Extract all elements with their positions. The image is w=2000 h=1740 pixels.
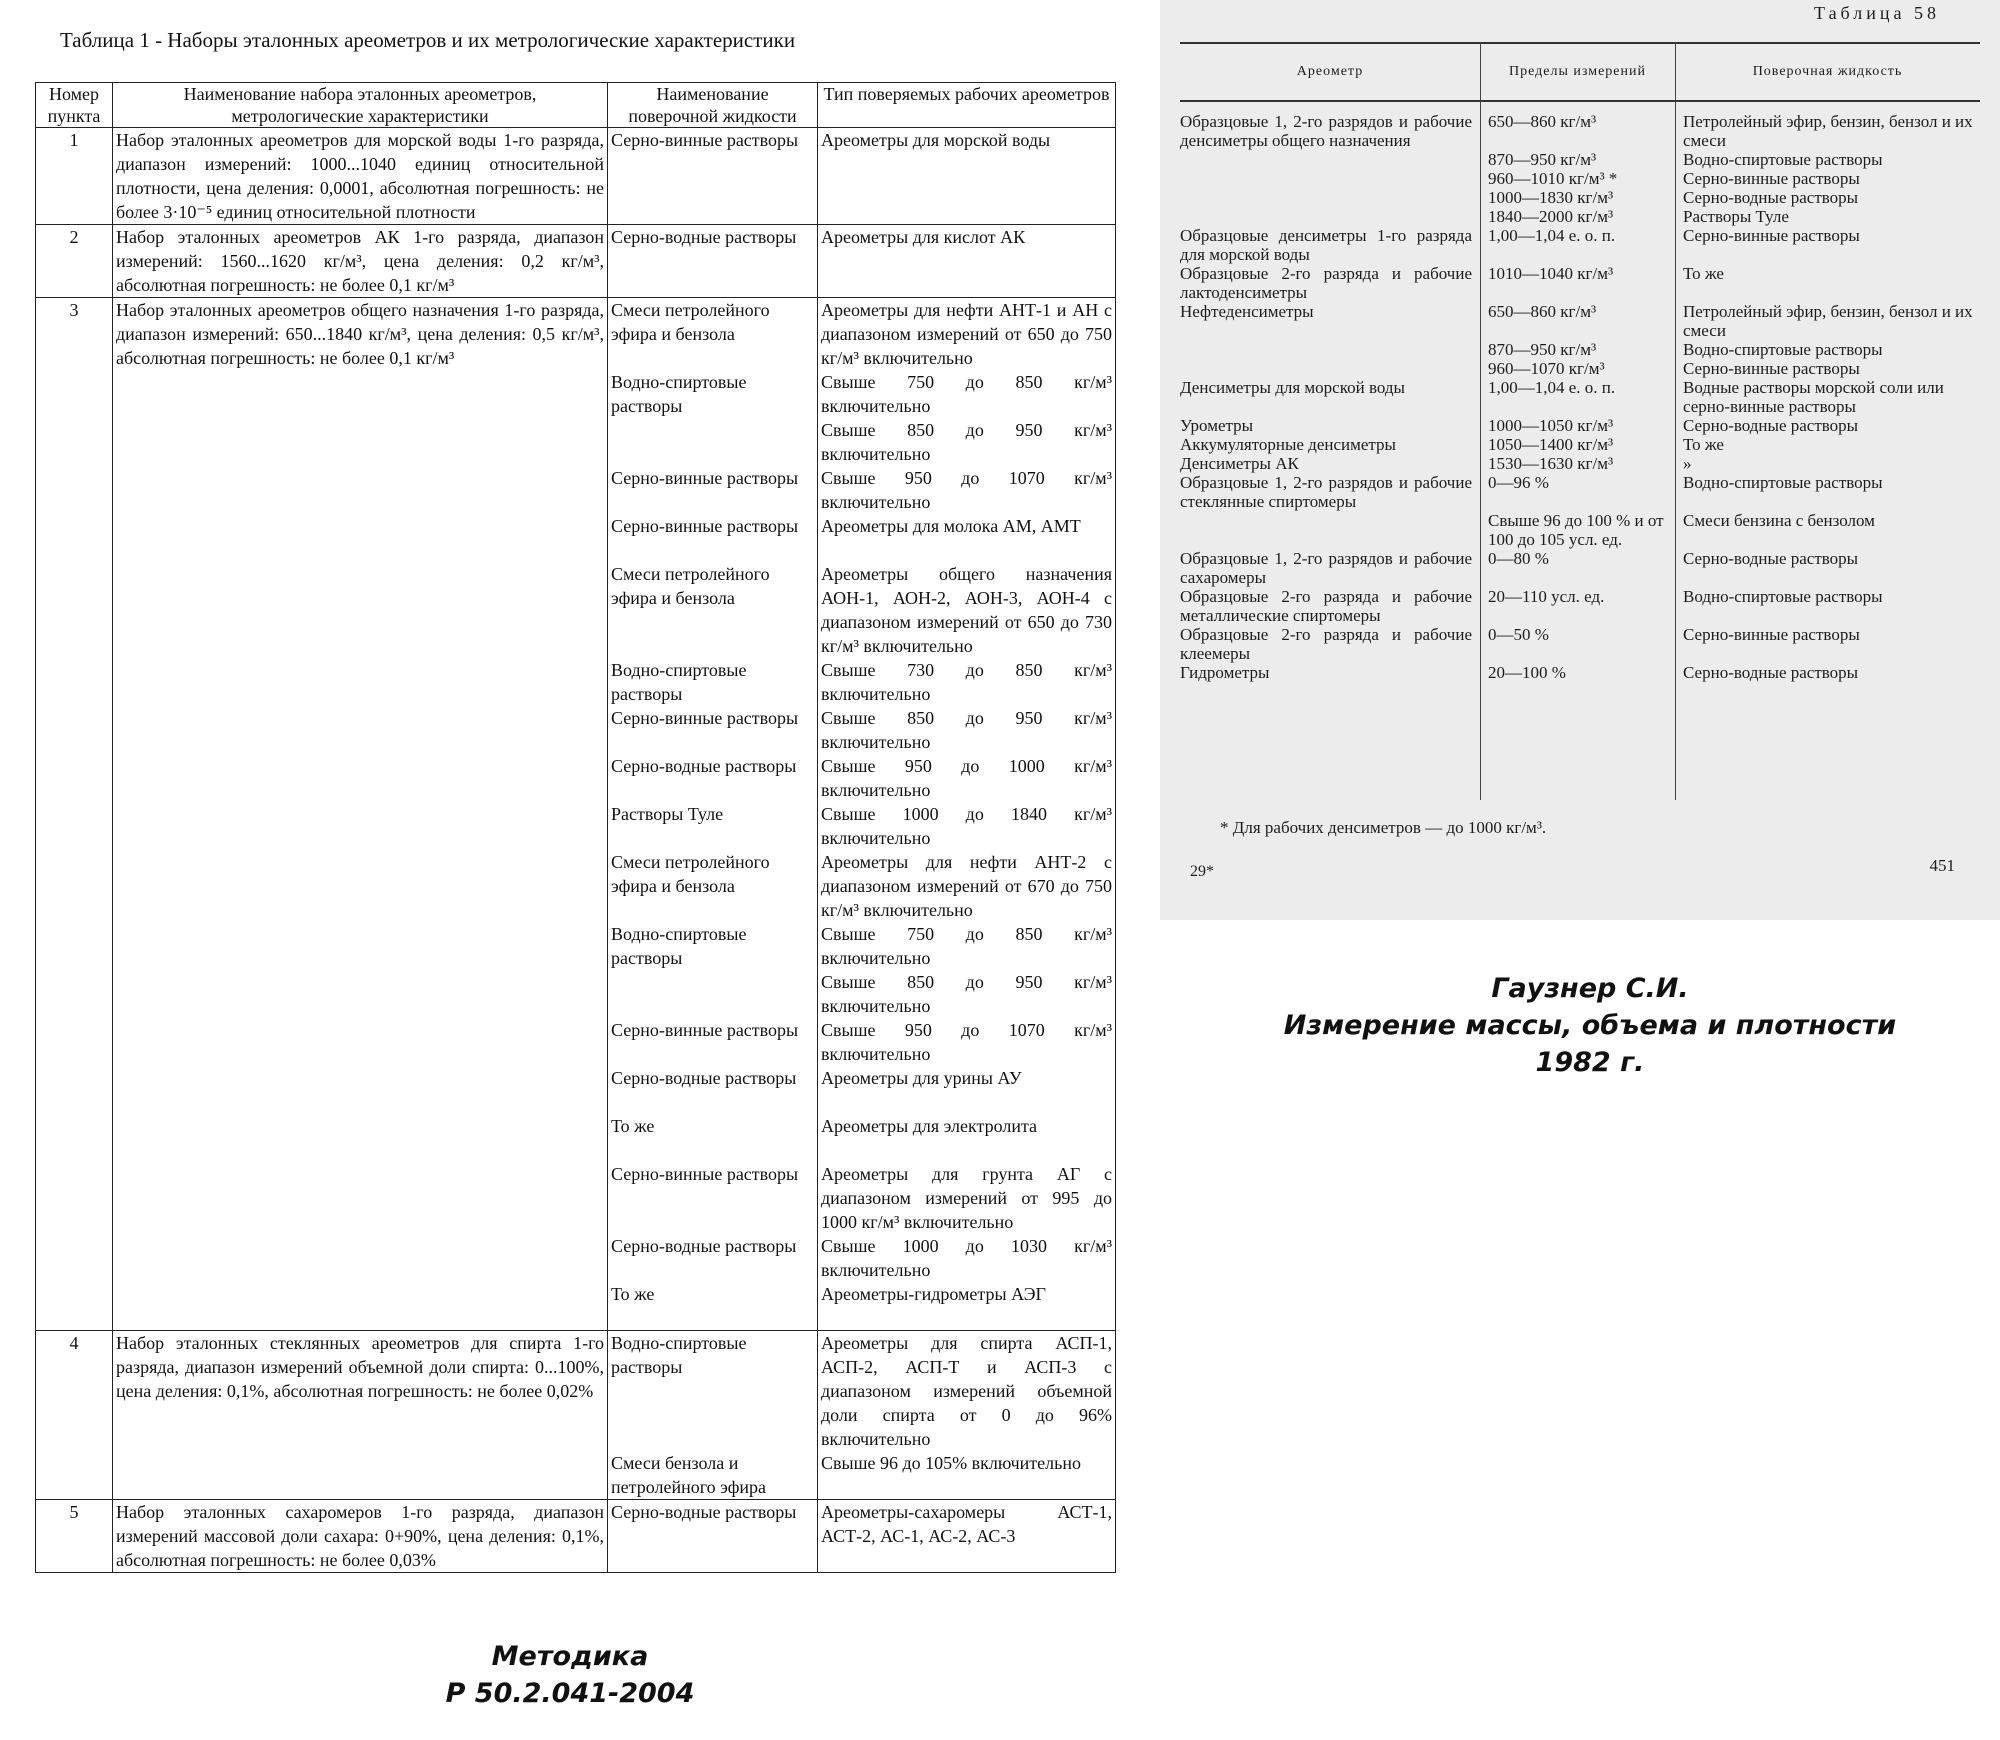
verification-liquid: Водные растворы морской соли или серно-винные растворы [1683,378,1944,416]
hydrometer-type: Ареометры для спирта АСП-1, АСП-2, АСП-Т и АСП-3 с диапазоном измерений объемной доли спирта от 0 до 96% включительно [821,1333,1112,1449]
set-description: Набор эталонных ареометров общего назначения 1-го разряда, диапазон измерений: 650...1840 кг/м³, цена деления: 0,5 кг/м³, абсолютная погрешность: не более 0,1 кг/м³ [113,298,608,1331]
hydrometer-type: Свыше 1000 до 1030 кг/м³ включительно [821,1236,1112,1280]
hydrometer-type: Свыше 950 до 1070 кг/м³ включительно [821,1020,1112,1064]
hydrometer-name: Образцовые 2-го разряда и рабочие лактоденсиметры [1180,264,1472,302]
hydrometer-name: Денсиметры АК [1180,454,1299,473]
liquid-cell [608,128,818,225]
liquid-name: То же [611,1116,655,1136]
measurement-limits: 1,00—1,04 е. о. п. [1488,226,1616,245]
hydrometer-name: Образцовые 2-го разряда и рабочие клеемеры [1180,625,1472,663]
hydrometer-name [1180,188,1480,207]
hydrometer-type: Свыше 950 до 1070 кг/м³ включительно [821,468,1112,512]
liquid-name [611,418,814,466]
measurement-limits: 0—50 % [1488,625,1549,644]
hydrometer-type: Свыше 1000 до 1840 кг/м³ включительно [821,804,1112,848]
measurement-limits: 960—1010 кг/м³ * [1488,169,1618,188]
verification-liquid: Петролейный эфир, бензин, бензол и их смеси [1683,112,1973,150]
set-description: Набор эталонных ареометров для морской воды 1-го разряда, диапазон измерений: 1000...1040 единиц относительной плотности, цена деления: 0,0001, абсолютная погрешность: не более 3·10⁻⁵ единиц относительной плотности [113,128,608,225]
liquid-cell [608,1331,818,1500]
hydrometer-type: Ареометры для нефти АНТ-1 и АН с диапазоном измерений от 650 до 750 кг/м³ включительно [821,300,1112,368]
hydrometer-type: Ареометры для кислот АК [821,227,1026,247]
set-description: Набор эталонных стеклянных ареометров для спирта 1-го разряда, диапазон измерений объемной доли спирта: 0...100%, цена деления: 0,1%, абсолютная погрешность: не более 0,02% [113,1331,608,1500]
measurement-limits: 20—100 % [1488,663,1566,682]
liquid-name: Водно-спиртовые растворы [611,372,747,416]
liquid-name: Смеси петролейного эфира и бензола [611,564,770,608]
hydrometer-type: Ареометры для нефти АНТ-2 с диапазоном измерений от 670 до 750 кг/м³ включительно [821,852,1112,920]
hydrometer-type: Ареометры для молока АМ, АМТ [821,516,1081,536]
hydrometer-type: Свыше 850 до 950 кг/м³ включительно [821,420,1112,464]
hydrometer-name [1180,359,1480,378]
hydrometer-type: Ареометры для урины АУ [821,1068,1022,1088]
verification-liquid: Водно-спиртовые растворы [1683,150,1883,169]
scan-row [1180,226,1980,264]
liquid-name: Водно-спиртовые растворы [611,924,747,968]
standard-hydrometers-table [35,82,1116,1573]
liquid-name [611,970,814,1018]
header-liquid: Наименование поверочной жидкости [608,83,818,128]
liquid-name: Серно-водные растворы [611,756,797,776]
liquid-name: То же [611,1284,655,1304]
measurement-limits: 870—950 кг/м³ [1488,340,1597,359]
liquid-name: Серно-водные растворы [611,1236,797,1256]
measurement-limits: 0—96 % [1488,473,1549,492]
measurement-limits: 870—950 кг/м³ [1488,150,1597,169]
method-label: Методика [491,1641,649,1672]
scan-row [1180,473,1980,511]
table-body [36,128,1116,1573]
hydrometer-type: Свыше 750 до 850 кг/м³ включительно [821,372,1112,416]
verification-liquid: То же [1683,264,1724,283]
row-number: 2 [36,225,113,298]
table-number-label: Таблица 58 [1814,3,1940,23]
method-code: Р 50.2.041-2004 [445,1678,695,1709]
scan-row [1180,511,1980,549]
scan-row [1180,416,1980,435]
liquid-name: Серно-водные растворы [611,227,797,247]
hydrometer-type: Ареометры для морской воды [821,130,1051,150]
header-set-name: Наименование набора эталонных ареометров, метрологические характеристики [113,83,608,128]
liquid-name: Серно-винные растворы [611,1020,799,1040]
hydrometer-name: Урометры [1180,416,1254,435]
verification-liquid: Серно-водные растворы [1683,188,1859,207]
scan-rows [1180,112,1980,682]
measurement-limits: 960—1070 кг/м³ [1488,359,1605,378]
table-row [36,128,1116,225]
scan-header-liquid: Поверочная жидкость [1752,64,1903,79]
liquid-name: Серно-винные растворы [611,1164,799,1184]
hydrometer-type: Свыше 730 до 850 кг/м³ включительно [821,660,1112,704]
scan-header-hydrometer: Ареометр [1296,64,1364,79]
scan-row [1180,625,1980,663]
hydrometer-type: Ареометры-сахаромеры АСТ-1, АСТ-2, АС-1, АС-2, АС-3 [821,1502,1112,1546]
measurement-limits: Свыше 96 до 100 % и от 100 до 105 усл. ед. [1488,511,1664,549]
book-year: 1982 г. [1535,1047,1645,1078]
hydrometer-name [1180,169,1480,188]
verification-liquid: Петролейный эфир, бензин, бензол и их смеси [1683,302,1973,340]
liquid-cell [608,225,818,298]
scan-row [1180,264,1980,302]
scan-row [1180,435,1980,454]
liquid-name: Серно-винные растворы [611,516,799,536]
table-row [36,298,1116,1331]
scan-row [1180,207,1980,226]
table-row [36,1500,1116,1573]
book-author: Гаузнер С.И. [1491,973,1689,1004]
header-number: Номер пункта [36,83,113,128]
measurement-limits: 1,00—1,04 е. о. п. [1488,378,1616,397]
hydrometer-name: Гидрометры [1180,663,1270,682]
hydrometer-type: Ареометры-гидрометры АЭГ [821,1284,1046,1304]
liquid-name: Серно-водные растворы [611,1068,797,1088]
liquid-name: Смеси бензола и петролейного эфира [611,1453,767,1497]
book-title: Измерение массы, объема и плотности [1283,1010,1897,1041]
verification-liquid: Серно-винные растворы [1683,169,1860,188]
hydrometer-name [1180,511,1480,549]
hydrometer-name: Нефтеденсиметры [1180,302,1314,321]
verification-liquid: Растворы Туле [1683,207,1789,226]
measurement-limits: 1050—1400 кг/м³ [1488,435,1614,454]
table-row [36,1331,1116,1500]
hydrometer-name: Образцовые 1, 2-го разрядов и рабочие стеклянные спиртомеры [1180,473,1472,511]
scan-row [1180,302,1980,340]
signature-mark: 29* [1190,863,1214,880]
set-description: Набор эталонных ареометров АК 1-го разряда, диапазон измерений: 1560...1620 кг/м³, цена деления: 0,2 кг/м³, абсолютная погрешность: не более 0,1 кг/м³ [113,225,608,298]
scan-row [1180,454,1980,473]
method-caption [300,1638,840,1712]
hydrometer-name [1180,207,1480,226]
left-table-caption: Таблица 1 - Наборы эталонных ареометров и их метрологические характеристики [60,28,796,52]
liquid-name: Водно-спиртовые растворы [611,660,747,704]
hydrometer-type: Ареометры общего назначения АОН-1, АОН-2, АОН-3, АОН-4 с диапазоном измерений от 650 до 730 кг/м³ включительно [821,564,1112,656]
hydrometer-type: Свыше 96 до 105% включительно [821,1453,1081,1473]
hydrometer-name: Образцовые 1, 2-го разрядов и рабочие денсиметры общего назначения [1180,112,1472,150]
liquid-name: Смеси петролейного эфира и бензола [611,300,770,344]
liquid-cell [608,1500,818,1573]
table-row [36,225,1116,298]
scan-row [1180,188,1980,207]
scan-footnote: * Для рабочих денсиметров — до 1000 кг/м³. [1220,818,1547,837]
verification-liquid: Серно-винные растворы [1683,359,1860,378]
scan-row [1180,150,1980,169]
measurement-limits: 20—110 усл. ед. [1488,587,1605,606]
measurement-limits: 1000—1050 кг/м³ [1488,416,1614,435]
liquid-name: Серно-винные растворы [611,468,799,488]
liquid-name: Смеси петролейного эфира и бензола [611,852,770,896]
measurement-limits: 650—860 кг/м³ [1488,112,1597,131]
row-number: 3 [36,298,113,1331]
hydrometer-name: Образцовые денсиметры 1-го разряда для морской воды [1180,226,1472,264]
type-cell [818,225,1116,298]
hydrometer-name: Аккумуляторные денсиметры [1180,435,1396,454]
verification-liquid: Водно-спиртовые растворы [1683,473,1883,492]
scanned-book-table [1160,0,2000,920]
hydrometer-type: Свыше 850 до 950 кг/м³ включительно [821,708,1112,752]
page-number: 451 [1929,856,1955,875]
liquid-name: Водно-спиртовые растворы [611,1333,747,1377]
scan-row [1180,112,1980,150]
measurement-limits: 650—860 кг/м³ [1488,302,1597,321]
liquid-name: Серно-винные растворы [611,130,799,150]
scan-row [1180,359,1980,378]
set-description: Набор эталонных сахаромеров 1-го разряда, диапазон измерений массовой доли сахара: 0+90%, цена деления: 0,1%, абсолютная погрешность: не более 0,03% [113,1500,608,1573]
hydrometer-name [1180,150,1480,169]
scan-header-limits: Пределы измерений [1509,64,1646,79]
verification-liquid: Серно-водные растворы [1683,663,1859,682]
header-top-rule [1180,42,1980,44]
row-number: 5 [36,1500,113,1573]
measurement-limits: 1530—1630 кг/м³ [1488,454,1614,473]
hydrometer-name: Образцовые 2-го разряда и рабочие металлические спиртомеры [1180,587,1472,625]
liquid-name: Серно-винные растворы [611,708,799,728]
verification-liquid: Серно-винные растворы [1683,625,1860,644]
type-cell [818,1500,1116,1573]
verification-liquid: Серно-водные растворы [1683,549,1859,568]
hydrometer-type: Ареометры для грунта АГ с диапазоном измерений от 995 до 1000 кг/м³ включительно [821,1164,1112,1232]
scan-row [1180,340,1980,359]
verification-liquid: Смеси бензина с бензолом [1683,511,1875,530]
hydrometer-name: Образцовые 1, 2-го разрядов и рабочие сахаромеры [1180,549,1472,587]
measurement-limits: 1840—2000 кг/м³ [1488,207,1614,226]
type-cell [818,1331,1116,1500]
liquid-name: Растворы Туле [611,804,724,824]
verification-liquid: Серно-винные растворы [1683,226,1860,245]
header-hydrometer-type: Тип поверяемых рабочих ареометров [818,83,1116,128]
header-bottom-rule [1180,100,1980,102]
row-number: 1 [36,128,113,225]
liquid-cell [608,298,818,1331]
hydrometer-type: Ареометры для электролита [821,1116,1038,1136]
scan-row [1180,169,1980,188]
hydrometer-type: Свыше 850 до 950 кг/м³ включительно [821,972,1112,1016]
verification-liquid: Водно-спиртовые растворы [1683,587,1883,606]
hydrometer-name: Денсиметры для морской воды [1180,378,1405,397]
measurement-limits: 0—80 % [1488,549,1549,568]
hydrometer-type: Свыше 950 до 1000 кг/м³ включительно [821,756,1112,800]
row-number: 4 [36,1331,113,1500]
scan-row [1180,587,1980,625]
verification-liquid: » [1683,454,1692,473]
scan-row [1180,663,1980,682]
liquid-name: Серно-водные растворы [611,1502,797,1522]
table-header-row [36,83,1116,128]
type-cell [818,128,1116,225]
hydrometer-type: Свыше 750 до 850 кг/м³ включительно [821,924,1112,968]
type-cell [818,298,1116,1331]
scan-row [1180,549,1980,587]
scan-row [1180,378,1980,416]
verification-liquid: То же [1683,435,1724,454]
hydrometer-name [1180,340,1480,359]
verification-liquid: Водно-спиртовые растворы [1683,340,1883,359]
verification-liquid: Серно-водные растворы [1683,416,1859,435]
book-caption [1200,970,1980,1081]
measurement-limits: 1000—1830 кг/м³ [1488,188,1614,207]
measurement-limits: 1010—1040 кг/м³ [1488,264,1614,283]
